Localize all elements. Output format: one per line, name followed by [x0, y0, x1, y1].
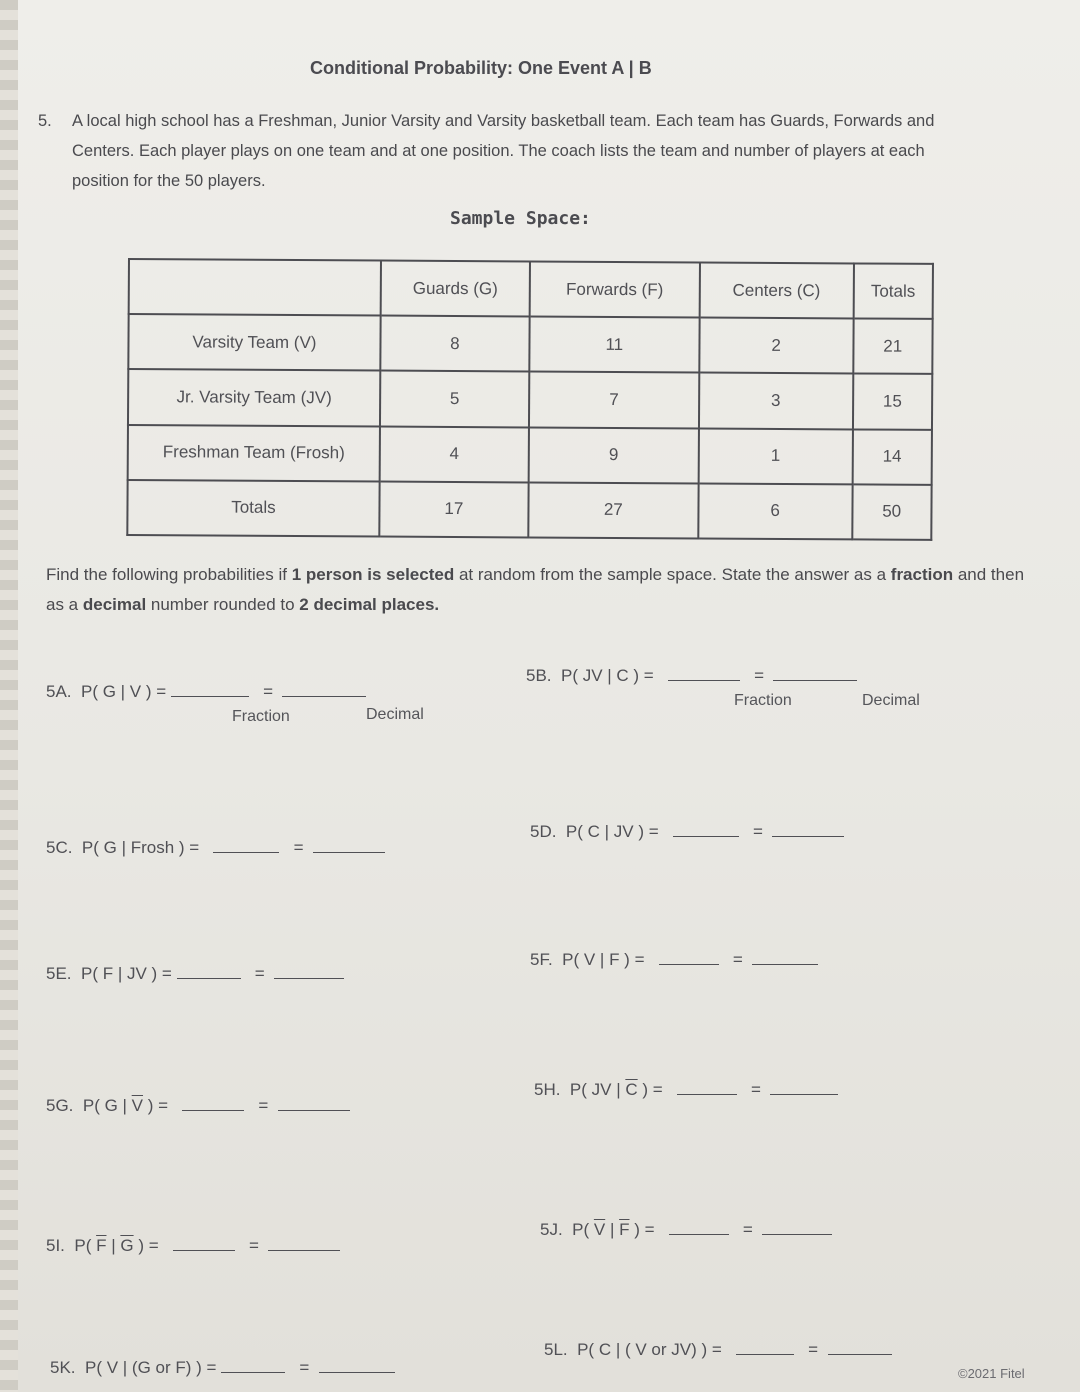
question-5l: 5L. P( C | ( V or JV) ) = =	[544, 1340, 892, 1360]
question-expression: P( G |	[82, 1096, 132, 1115]
question-expression: P( JV |	[569, 1080, 626, 1099]
equals-sign: =	[258, 1096, 269, 1115]
table-cell: 14	[852, 429, 932, 485]
sample-space-title: Sample Space:	[450, 208, 591, 229]
question-5g: 5G. P( G | $\overline{V}$ ) = =	[46, 1096, 350, 1116]
fraction-answer-blank[interactable]	[659, 950, 719, 965]
equals-sign: =	[808, 1340, 819, 1359]
question-5b: 5B. P( JV | C ) = =	[526, 666, 857, 686]
question-expression: P( F | JV )	[80, 964, 158, 983]
decimal-answer-blank[interactable]	[773, 666, 857, 681]
table-cell: 17	[379, 481, 528, 537]
question-expression: )	[637, 1080, 649, 1099]
complement-symbol: $\overline{V}$	[593, 1220, 606, 1239]
fraction-answer-blank[interactable]	[213, 838, 279, 853]
question-label: 5J.	[540, 1220, 563, 1239]
question-expression: P( JV | C )	[560, 666, 640, 685]
problem-number: 5.	[38, 112, 52, 130]
equals-sign: =	[293, 838, 304, 857]
equals-sign: =	[263, 682, 274, 701]
question-label: 5B.	[526, 666, 552, 685]
table-cell: 1	[698, 428, 852, 484]
header-centers: Centers (C)	[699, 262, 853, 318]
equals-sign: =	[732, 950, 743, 969]
fraction-answer-blank[interactable]	[171, 682, 249, 697]
equals-sign: =	[754, 666, 765, 685]
table-row	[128, 425, 932, 485]
table-cell: 7	[529, 372, 699, 428]
decimal-label: Decimal	[366, 706, 424, 723]
question-expression: P(	[74, 1236, 97, 1255]
row-label: Totals	[127, 480, 379, 537]
table-row	[128, 314, 932, 374]
problem-text: A local high school has a Freshman, Junior Varsity and Varsity basketball team. Each team has Guards, Forwards and Centers. Each player plays on one team and at one position. The coach lists the team and number of players at each position for the 50 players.	[72, 112, 935, 190]
table-cell: 6	[698, 483, 852, 539]
fraction-label: Fraction	[734, 692, 792, 709]
complement-symbol: $\overline{V}$	[131, 1096, 144, 1115]
question-expression: |	[106, 1236, 121, 1255]
question-expression: |	[605, 1220, 620, 1239]
question-5d: 5D. P( C | JV ) = =	[530, 822, 844, 842]
question-expression: P( G | V )	[80, 682, 152, 701]
table-cell: 21	[853, 319, 933, 375]
table-corner-cell	[129, 259, 381, 316]
decimal-answer-blank[interactable]	[268, 1236, 340, 1251]
question-expression: P( C | ( V or JV) )	[577, 1340, 708, 1359]
equals-sign: =	[753, 822, 763, 841]
decimal-answer-blank[interactable]	[752, 950, 818, 965]
instructions-bold: 2 decimal places.	[299, 595, 440, 614]
question-label: 5D.	[530, 822, 557, 841]
table-cell: 27	[528, 482, 698, 538]
question-5e: 5E. P( F | JV ) = =	[46, 964, 344, 984]
question-expression: )	[629, 1220, 640, 1239]
fraction-answer-blank[interactable]	[673, 822, 739, 837]
fraction-answer-blank[interactable]	[177, 964, 241, 979]
equals-sign: =	[254, 964, 265, 983]
question-expression: )	[143, 1096, 154, 1115]
instructions-text: at random from the sample space. State the answer as a	[454, 565, 891, 584]
table-row	[128, 369, 932, 429]
question-5j: 5J. P( $\overline{V}$ | $\overline{F}$ ) = =	[540, 1220, 832, 1240]
question-5h: 5H. P( JV | $\overline{C}$ ) = =	[534, 1080, 838, 1100]
table-cell: 8	[380, 316, 529, 372]
decimal-answer-blank[interactable]	[282, 682, 366, 697]
fraction-answer-blank[interactable]	[173, 1236, 235, 1251]
question-5f: 5F. P( V | F ) = =	[530, 950, 818, 970]
question-expression: )	[133, 1236, 144, 1255]
fraction-answer-blank[interactable]	[182, 1096, 244, 1111]
header-totals: Totals	[853, 263, 933, 319]
decimal-label: Decimal	[862, 692, 920, 709]
fraction-answer-blank[interactable]	[221, 1358, 285, 1373]
copyright-footer: ©2021 Fitel	[958, 1366, 1025, 1381]
fraction-answer-blank[interactable]	[669, 1220, 729, 1235]
table-cell: 4	[380, 426, 529, 482]
question-label: 5L.	[544, 1340, 568, 1359]
table-cell: 50	[852, 484, 932, 540]
equals-sign: =	[299, 1358, 310, 1377]
question-expression: P( V | F )	[562, 950, 630, 969]
header-guards: Guards (G)	[381, 261, 530, 317]
question-label: 5A.	[46, 682, 72, 701]
problem-statement	[38, 106, 968, 196]
equals-sign: =	[742, 1220, 753, 1239]
question-5i: 5I. P( $\overline{F}$ | $\overline{G}$ ) = =	[46, 1236, 340, 1256]
row-label: Freshman Team (Frosh)	[128, 425, 380, 482]
question-5a: 5A. P( G | V ) = =	[46, 682, 366, 702]
decimal-answer-blank[interactable]	[313, 838, 385, 853]
table-cell: 9	[529, 427, 699, 483]
question-label: 5G.	[46, 1096, 74, 1115]
decimal-answer-blank[interactable]	[762, 1220, 832, 1235]
fraction-answer-blank[interactable]	[677, 1080, 737, 1095]
question-label: 5H.	[534, 1080, 561, 1099]
complement-symbol: $\overline{G}$	[120, 1236, 134, 1255]
fraction-answer-blank[interactable]	[668, 666, 740, 681]
table-row	[127, 480, 931, 540]
decimal-answer-blank[interactable]	[828, 1340, 892, 1355]
fraction-answer-blank[interactable]	[736, 1340, 794, 1355]
decimal-answer-blank[interactable]	[319, 1358, 395, 1373]
header-forwards: Forwards (F)	[530, 261, 700, 317]
question-expression: P( G | Frosh )	[81, 838, 185, 857]
decimal-answer-blank[interactable]	[274, 964, 344, 979]
equals-sign: =	[248, 1236, 259, 1255]
equals-sign: =	[751, 1080, 761, 1099]
instructions-text: Find the following probabilities if	[46, 565, 292, 584]
decimal-answer-blank[interactable]	[278, 1096, 350, 1111]
question-5k: 5K. P( V | (G or F) ) = =	[50, 1358, 395, 1378]
question-5c: 5C. P( G | Frosh ) = =	[46, 838, 385, 858]
complement-symbol: $\overline{F}$	[96, 1236, 107, 1255]
sample-space-table	[126, 258, 934, 541]
table-header-row	[129, 259, 933, 319]
table-cell: 15	[853, 374, 933, 430]
instructions	[46, 560, 1046, 620]
binder-edge	[0, 0, 18, 1392]
row-label: Varsity Team (V)	[128, 314, 380, 371]
table-cell: 3	[699, 373, 853, 429]
question-label: 5E.	[46, 964, 72, 983]
question-expression: P(	[572, 1220, 594, 1239]
instructions-text: number rounded to	[146, 595, 300, 614]
instructions-text: and then as a	[46, 565, 1025, 614]
table-cell: 2	[699, 318, 853, 374]
question-expression: P( V | (G or F) )	[84, 1358, 202, 1377]
row-label: Jr. Varsity Team (JV)	[128, 369, 380, 426]
question-label: 5K.	[50, 1358, 76, 1377]
decimal-answer-blank[interactable]	[772, 822, 844, 837]
decimal-answer-blank[interactable]	[770, 1080, 838, 1095]
question-label: 5C.	[46, 838, 73, 857]
fraction-label: Fraction	[232, 708, 290, 725]
page-title: Conditional Probability: One Event A | B	[310, 58, 652, 78]
complement-symbol: $\overline{C}$	[625, 1080, 638, 1099]
instructions-bold: 1 person is selected	[291, 565, 455, 584]
question-label: 5I.	[46, 1236, 65, 1255]
table-cell: 11	[529, 317, 699, 373]
table-cell: 5	[380, 371, 529, 427]
complement-symbol: $\overline{F}$	[619, 1220, 630, 1239]
instructions-bold: fraction	[890, 565, 954, 584]
question-label: 5F.	[530, 950, 553, 969]
instructions-bold: decimal	[82, 595, 147, 614]
question-expression: P( C | JV )	[565, 822, 645, 841]
